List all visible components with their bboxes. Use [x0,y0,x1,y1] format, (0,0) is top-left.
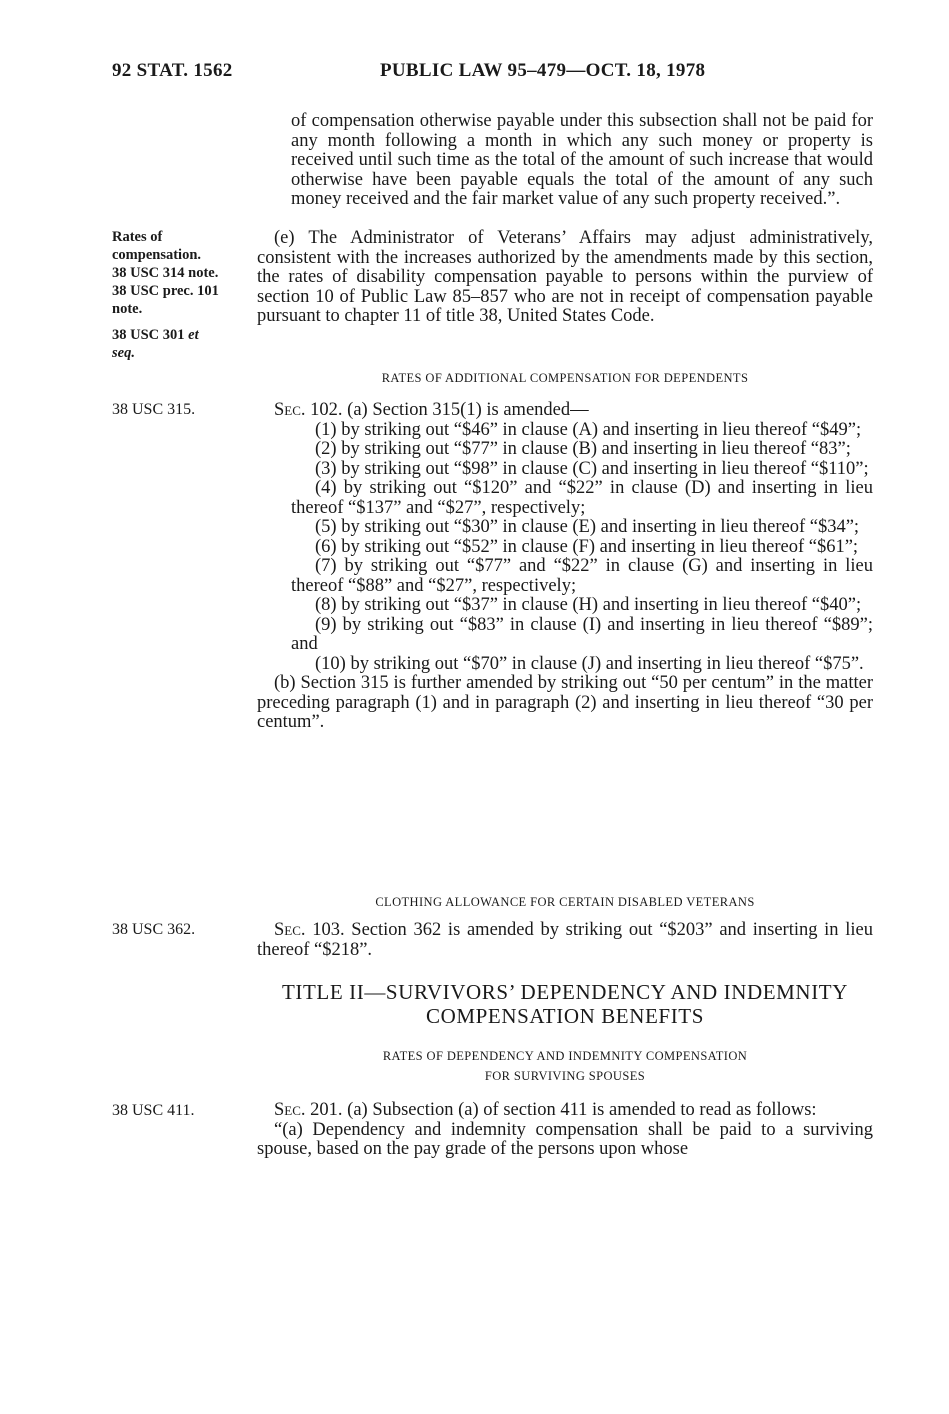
margin-note-line: Rates of [112,229,163,245]
margin-note-line: compensation. [112,247,202,263]
sec102-intro-text: 102. (a) Section 315(1) is amended— [305,400,589,420]
usc301-seq: seq. [112,345,135,361]
margin-note-usc301 [112,326,199,362]
margin-note-line: 38 USC 314 note. [112,265,219,281]
sec102-label: Sec. [274,400,306,420]
title-ii-heading [257,980,873,1028]
sec102-item: (4) by striking out “$120” and “$22” in clause (D) and inserting in lieu thereof “$137” and “$27”, respectively; [291,478,873,518]
sec102-b: (b) Section 315 is further amended by striking out “50 per centum” in the matter preceding paragraph (1) and in paragraph (2) and inserting in lieu thereof “30 per centum”. [257,673,873,732]
sec102-item: (3) by striking out “$98” in clause (C) and inserting in lieu thereof “$110”; [315,458,869,479]
sec102-item: (10) by striking out “$70” in clause (J) and inserting in lieu thereof “$75”. [315,653,864,674]
sec201-intro [257,1101,873,1121]
section-102 [257,401,873,733]
continuation-paragraph [291,112,873,210]
subsection-e-text: (e) The Administrator of Veterans’ Affairs may adjust administratively, consistent with the increases authorized by the amendments made by this section, the rates of disability compensation payable to persons within the purview of section 10 of Public Law 85–857 who are not in receipt of compensation payable pursuant to chapter 11 of title 38, United States Code. [257,228,873,326]
sec102-item: (9) by striking out “$83” in clause (I) and inserting in lieu thereof “$89”; and [291,614,873,654]
margin-note-rates [112,228,219,318]
heading-dic-line1: RATES OF DEPENDENCY AND INDEMNITY COMPENSATION [382,1049,748,1063]
title-ii-line2: COMPENSATION BENEFITS [425,1004,705,1028]
section-103 [257,921,873,960]
usc301-et: et [188,327,199,343]
continuation-text: of compensation otherwise payable under this subsection shall not be paid for any month following a month in which any such money or property is received until such time as the total of the amount of such increase that would otherwise have been payable equals the total of the amount of any such money received and the fair market value of any such property received.”. [291,111,873,209]
heading-clothing: CLOTHING ALLOWANCE FOR CERTAIN DISABLED VETERANS [375,895,755,909]
sec103-label: Sec. [274,920,306,940]
sec102-item: (8) by striking out “$37” in clause (H) and inserting in lieu thereof “$40”; [315,595,862,615]
margin-note-usc362: 38 USC 362. [112,921,196,938]
sec102-item: (6) by striking out “$52” in clause (F) and inserting in lieu thereof “$61”; [315,536,859,557]
law-title-header: PUBLIC LAW 95–479—OCT. 18, 1978 [380,60,706,81]
sec102-item: (2) by striking out “$77” in clause (B) and inserting in lieu thereof “83”; [315,439,851,459]
sec103-text [257,921,873,960]
usc301-label: 38 USC 301 [112,327,185,343]
margin-note-line: note. [112,301,143,317]
sec201-a: “(a) Dependency and indemnity compensation shall be paid to a surviving spouse, based on the pay grade of the persons upon whose [257,1119,873,1159]
margin-note-line: 38 USC prec. 101 [112,283,219,299]
margin-note-usc411: 38 USC 411. [112,1102,195,1119]
heading-dic-rates [257,1046,873,1086]
subsection-e [257,229,873,327]
page-number-header: 92 STAT. 1562 [112,60,233,81]
sec201-label: Sec. [274,1100,306,1120]
margin-note-usc315: 38 USC 315. [112,401,196,418]
heading-dependents: RATES OF ADDITIONAL COMPENSATION FOR DEPENDENTS [381,371,749,385]
sec103-body: 103. Section 362 is amended by striking out “$203” and inserting in lieu thereof “$218”. [257,920,873,960]
heading-dic-line2: FOR SURVIVING SPOUSES [484,1069,646,1083]
sec102-item: (5) by striking out “$30” in clause (E) and inserting in lieu thereof “$34”; [315,517,860,537]
sec102-item: (7) by striking out “$77” and “$22” in clause (G) and inserting in lieu thereof “$88” and “$27”, respectively; [291,556,873,596]
title-ii-line1: TITLE II—SURVIVORS’ DEPENDENCY AND INDEMNITY [281,980,848,1004]
section-201 [257,1101,873,1160]
sec201-intro-text: 201. (a) Subsection (a) of section 411 is amended to read as follows: [305,1100,817,1120]
sec102-intro [257,401,873,421]
sec102-item: (1) by striking out “$46” in clause (A) and inserting in lieu thereof “$49”; [315,419,862,440]
